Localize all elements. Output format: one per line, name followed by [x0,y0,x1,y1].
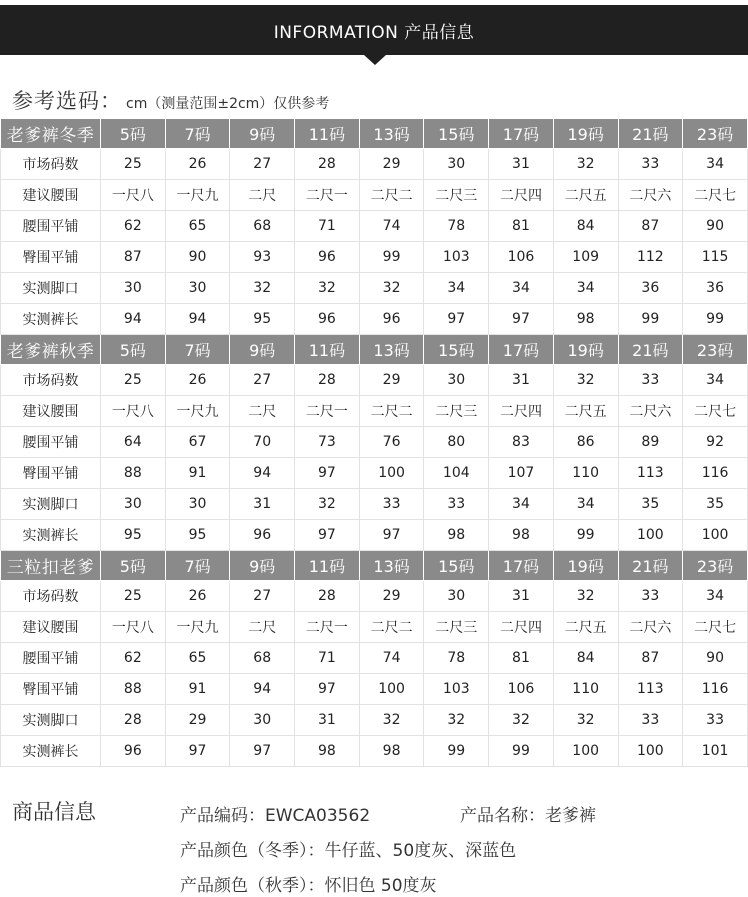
table-cell: 81 [489,643,554,674]
row-label: 市场码数 [1,581,101,612]
table-cell: 96 [101,736,166,767]
table-cell: 98 [489,520,554,551]
table-row [1,427,748,458]
table-cell: 98 [359,736,424,767]
table-cell: 90 [683,211,748,242]
table-cell: 90 [165,242,230,273]
table-cell: 103 [424,242,489,273]
table-row [1,612,748,643]
table-row [1,705,748,736]
table-cell: 97 [295,674,360,705]
table-cell: 68 [230,643,295,674]
table-cell: 30 [230,705,295,736]
table-cell: 32 [230,273,295,304]
table-cell: 31 [489,365,554,396]
size-header-cell: 15码 [424,335,489,365]
size-header-cell: 19码 [553,335,618,365]
table-cell: 90 [683,643,748,674]
table-cell: 二尺七 [683,396,748,427]
table-cell: 74 [359,211,424,242]
table-cell: 25 [101,365,166,396]
table-row [1,736,748,767]
table-cell: 28 [295,149,360,180]
table-cell: 30 [165,489,230,520]
table-cell: 二尺二 [359,612,424,643]
row-label: 实测裤长 [1,304,101,335]
table-row [1,211,748,242]
table-cell: 二尺七 [683,612,748,643]
table-cell: 88 [101,458,166,489]
size-header-cell: 19码 [553,551,618,581]
table-cell: 二尺六 [618,180,683,211]
table-cell: 33 [618,149,683,180]
table-cell: 30 [165,273,230,304]
row-label: 市场码数 [1,149,101,180]
table-cell: 二尺二 [359,180,424,211]
table-cell: 二尺三 [424,396,489,427]
row-label: 市场码数 [1,365,101,396]
table-cell: 73 [295,427,360,458]
table-cell: 95 [101,520,166,551]
table-row [1,242,748,273]
table-cell: 28 [295,581,360,612]
table-cell: 31 [489,149,554,180]
section-name: 老爹裤秋季 [1,335,101,365]
table-cell: 35 [683,489,748,520]
table-cell: 29 [165,705,230,736]
table-row [1,458,748,489]
table-cell: 33 [618,365,683,396]
size-header-cell: 11码 [295,119,360,149]
table-cell: 二尺三 [424,180,489,211]
size-header-cell: 17码 [489,119,554,149]
table-cell: 32 [553,581,618,612]
table-row [1,643,748,674]
size-table [0,118,748,767]
table-cell: 95 [230,304,295,335]
table-cell: 一尺九 [165,612,230,643]
table-cell: 32 [553,149,618,180]
table-cell: 二尺六 [618,612,683,643]
table-cell: 33 [683,705,748,736]
size-table-body [1,119,748,767]
size-header-cell: 7码 [165,335,230,365]
size-header-cell: 13码 [359,335,424,365]
row-label: 臀围平铺 [1,458,101,489]
table-cell: 70 [230,427,295,458]
table-cell: 78 [424,211,489,242]
table-cell: 94 [230,674,295,705]
table-cell: 76 [359,427,424,458]
table-cell: 97 [230,736,295,767]
table-cell: 二尺二 [359,396,424,427]
table-cell: 94 [230,458,295,489]
table-cell: 32 [553,705,618,736]
table-cell: 二尺四 [489,612,554,643]
size-header-cell: 23码 [683,119,748,149]
information-banner [0,0,748,55]
table-cell: 二尺四 [489,180,554,211]
size-header-cell: 17码 [489,551,554,581]
table-cell: 65 [165,643,230,674]
row-label: 建议腰围 [1,180,101,211]
table-cell: 26 [165,581,230,612]
size-header-cell: 15码 [424,119,489,149]
table-cell: 100 [618,520,683,551]
table-cell: 97 [424,304,489,335]
size-reference-title: 参考选码： [12,89,122,113]
table-cell: 94 [101,304,166,335]
table-cell: 32 [295,489,360,520]
table-cell: 84 [553,643,618,674]
table-cell: 71 [295,643,360,674]
table-cell: 112 [618,242,683,273]
size-reference-note: cm（测量范围±2cm）仅供参考 [126,96,330,112]
table-cell: 92 [683,427,748,458]
table-cell: 32 [424,705,489,736]
table-cell: 98 [295,736,360,767]
product-color-winter: 产品颜色（冬季）：牛仔蓝、50度灰、深蓝色 [180,841,517,861]
table-cell: 28 [101,705,166,736]
table-cell: 29 [359,581,424,612]
table-cell: 二尺 [230,396,295,427]
table-row [1,273,748,304]
table-cell: 35 [618,489,683,520]
size-header-cell: 11码 [295,551,360,581]
row-label: 实测脚口 [1,489,101,520]
table-cell: 96 [359,304,424,335]
table-cell: 28 [295,365,360,396]
table-cell: 30 [424,365,489,396]
section-header-row [1,335,748,365]
table-cell: 97 [295,458,360,489]
table-cell: 25 [101,581,166,612]
row-label: 建议腰围 [1,396,101,427]
table-cell: 100 [683,520,748,551]
size-header-cell: 23码 [683,335,748,365]
table-cell: 33 [618,705,683,736]
section-name: 老爹裤冬季 [1,119,101,149]
table-cell: 99 [489,736,554,767]
table-cell: 34 [683,581,748,612]
table-cell: 33 [618,581,683,612]
table-cell: 32 [359,705,424,736]
table-cell: 99 [683,304,748,335]
product-name: 产品名称：老爹裤 [460,806,596,826]
table-cell: 一尺八 [101,396,166,427]
size-header-cell: 7码 [165,119,230,149]
table-cell: 81 [489,211,554,242]
size-header-cell: 13码 [359,551,424,581]
size-header-cell: 11码 [295,335,360,365]
table-cell: 二尺五 [553,180,618,211]
row-label: 臀围平铺 [1,674,101,705]
table-cell: 107 [489,458,554,489]
table-row [1,520,748,551]
table-cell: 一尺八 [101,612,166,643]
table-cell: 62 [101,211,166,242]
table-cell: 104 [424,458,489,489]
table-cell: 116 [683,458,748,489]
size-header-cell: 13码 [359,119,424,149]
table-cell: 二尺 [230,180,295,211]
table-row [1,396,748,427]
table-cell: 33 [424,489,489,520]
table-cell: 31 [230,489,295,520]
table-cell: 87 [618,211,683,242]
table-cell: 一尺九 [165,180,230,211]
table-cell: 99 [618,304,683,335]
row-label: 实测裤长 [1,736,101,767]
row-label: 臀围平铺 [1,242,101,273]
row-label: 腰围平铺 [1,427,101,458]
table-cell: 31 [295,705,360,736]
table-cell: 32 [489,705,554,736]
table-cell: 68 [230,211,295,242]
table-cell: 96 [295,304,360,335]
table-cell: 64 [101,427,166,458]
table-cell: 一尺八 [101,180,166,211]
table-cell: 80 [424,427,489,458]
table-cell: 26 [165,365,230,396]
table-cell: 30 [101,273,166,304]
table-cell: 99 [359,242,424,273]
table-cell: 96 [230,520,295,551]
table-cell: 116 [683,674,748,705]
table-cell: 110 [553,458,618,489]
table-cell: 二尺五 [553,612,618,643]
table-cell: 98 [553,304,618,335]
size-header-cell: 19码 [553,119,618,149]
row-label: 实测脚口 [1,705,101,736]
table-cell: 二尺四 [489,396,554,427]
table-cell: 97 [165,736,230,767]
table-row [1,149,748,180]
table-cell: 36 [618,273,683,304]
table-cell: 33 [359,489,424,520]
banner-title: INFORMATION 产品信息 [273,22,475,43]
table-cell: 一尺九 [165,396,230,427]
table-cell: 100 [359,458,424,489]
size-reference [12,85,329,113]
table-cell: 86 [553,427,618,458]
table-cell: 99 [553,520,618,551]
row-label: 腰围平铺 [1,211,101,242]
product-info-title: 商品信息 [12,800,96,824]
table-row [1,674,748,705]
size-header-cell: 21码 [618,335,683,365]
table-row [1,489,748,520]
table-cell: 34 [683,365,748,396]
table-cell: 34 [553,489,618,520]
row-label: 腰围平铺 [1,643,101,674]
size-header-cell: 23码 [683,551,748,581]
table-cell: 34 [683,149,748,180]
row-label: 实测裤长 [1,520,101,551]
table-cell: 26 [165,149,230,180]
table-cell: 97 [295,520,360,551]
table-cell: 115 [683,242,748,273]
table-cell: 93 [230,242,295,273]
table-cell: 71 [295,211,360,242]
table-row [1,180,748,211]
banner-bar [0,5,748,55]
table-cell: 31 [489,581,554,612]
row-label: 实测脚口 [1,273,101,304]
product-color-autumn: 产品颜色（秋季）：怀旧色 50度灰 [180,876,437,896]
table-cell: 100 [618,736,683,767]
table-cell: 二尺七 [683,180,748,211]
size-header-cell: 5码 [101,119,166,149]
table-cell: 25 [101,149,166,180]
table-cell: 30 [101,489,166,520]
table-cell: 84 [553,211,618,242]
table-cell: 62 [101,643,166,674]
table-cell: 67 [165,427,230,458]
row-label: 建议腰围 [1,612,101,643]
product-code: 产品编码：EWCA03562 [180,806,371,826]
table-cell: 29 [359,365,424,396]
table-cell: 100 [553,736,618,767]
size-header-cell: 9码 [230,551,295,581]
table-cell: 100 [359,674,424,705]
table-cell: 二尺一 [295,612,360,643]
table-cell: 89 [618,427,683,458]
table-cell: 101 [683,736,748,767]
table-cell: 27 [230,149,295,180]
table-cell: 32 [553,365,618,396]
table-cell: 83 [489,427,554,458]
table-cell: 32 [359,273,424,304]
size-header-cell: 21码 [618,119,683,149]
table-row [1,365,748,396]
table-cell: 97 [489,304,554,335]
section-header-row [1,119,748,149]
table-cell: 103 [424,674,489,705]
table-cell: 106 [489,242,554,273]
table-cell: 二尺 [230,612,295,643]
table-cell: 二尺一 [295,396,360,427]
table-cell: 34 [553,273,618,304]
table-cell: 30 [424,149,489,180]
table-cell: 二尺六 [618,396,683,427]
table-cell: 34 [489,489,554,520]
size-header-cell: 15码 [424,551,489,581]
table-cell: 87 [101,242,166,273]
table-cell: 94 [165,304,230,335]
table-cell: 74 [359,643,424,674]
table-cell: 二尺一 [295,180,360,211]
table-cell: 91 [165,674,230,705]
table-cell: 106 [489,674,554,705]
table-cell: 98 [424,520,489,551]
size-header-cell: 9码 [230,335,295,365]
table-row [1,581,748,612]
table-cell: 34 [489,273,554,304]
size-header-cell: 5码 [101,551,166,581]
table-cell: 二尺五 [553,396,618,427]
table-cell: 110 [553,674,618,705]
size-header-cell: 5码 [101,335,166,365]
table-row [1,304,748,335]
size-header-cell: 7码 [165,551,230,581]
table-cell: 27 [230,581,295,612]
table-cell: 113 [618,458,683,489]
size-header-cell: 17码 [489,335,554,365]
section-header-row [1,551,748,581]
table-cell: 95 [165,520,230,551]
table-cell: 34 [424,273,489,304]
table-cell: 29 [359,149,424,180]
table-cell: 65 [165,211,230,242]
section-name: 三粒扣老爹 [1,551,101,581]
banner-notch [364,55,386,65]
size-header-cell: 9码 [230,119,295,149]
table-cell: 36 [683,273,748,304]
table-cell: 91 [165,458,230,489]
table-cell: 78 [424,643,489,674]
table-cell: 二尺三 [424,612,489,643]
table-cell: 30 [424,581,489,612]
size-header-cell: 21码 [618,551,683,581]
table-cell: 109 [553,242,618,273]
table-cell: 113 [618,674,683,705]
table-cell: 96 [295,242,360,273]
table-cell: 27 [230,365,295,396]
table-cell: 87 [618,643,683,674]
table-cell: 97 [359,520,424,551]
table-cell: 32 [295,273,360,304]
table-cell: 88 [101,674,166,705]
table-cell: 99 [424,736,489,767]
